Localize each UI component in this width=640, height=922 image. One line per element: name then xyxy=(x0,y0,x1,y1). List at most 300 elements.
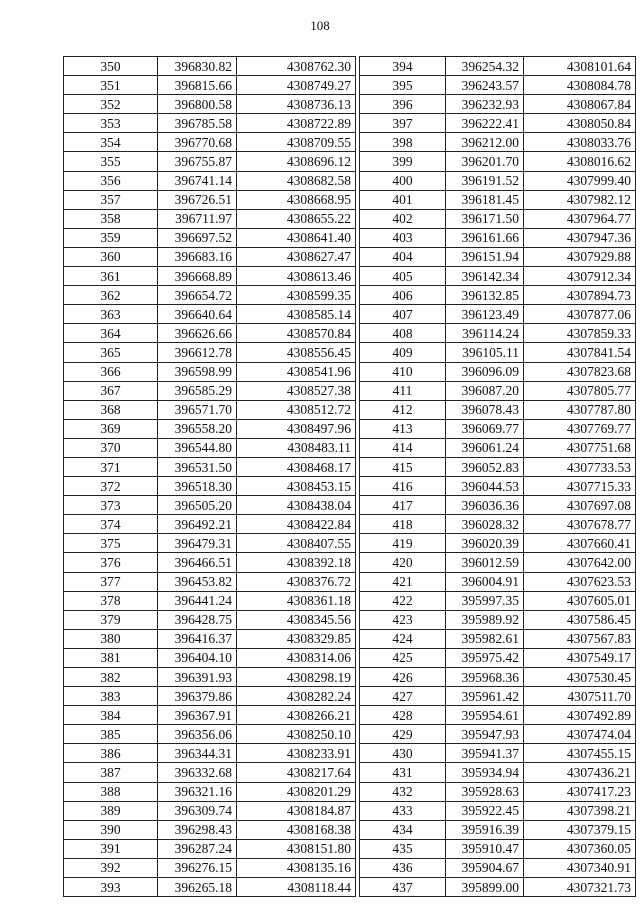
x-coordinate-cell: 396344.31 xyxy=(158,744,237,763)
y-coordinate-cell: 4307417.23 xyxy=(524,782,636,801)
y-coordinate-cell: 4307769.77 xyxy=(524,419,636,438)
x-coordinate-cell: 395954.61 xyxy=(446,706,524,725)
point-number-cell: 382 xyxy=(64,668,158,687)
table-row xyxy=(64,190,356,209)
y-coordinate-cell: 4307530.45 xyxy=(524,668,636,687)
table-row xyxy=(360,782,636,801)
y-coordinate-cell: 4307751.68 xyxy=(524,438,636,457)
y-coordinate-cell: 4308655.22 xyxy=(237,209,356,228)
x-coordinate-cell: 396105.11 xyxy=(446,343,524,362)
y-coordinate-cell: 4308016.62 xyxy=(524,152,636,171)
x-coordinate-cell: 396142.34 xyxy=(446,267,524,286)
x-coordinate-cell: 396755.87 xyxy=(158,152,237,171)
x-coordinate-cell: 396044.53 xyxy=(446,477,524,496)
point-number-cell: 426 xyxy=(360,668,446,687)
x-coordinate-cell: 396741.14 xyxy=(158,171,237,190)
point-number-cell: 421 xyxy=(360,572,446,591)
y-coordinate-cell: 4307715.33 xyxy=(524,477,636,496)
table-row xyxy=(64,668,356,687)
point-number-cell: 355 xyxy=(64,152,158,171)
x-coordinate-cell: 396531.50 xyxy=(158,457,237,476)
point-number-cell: 429 xyxy=(360,725,446,744)
table-row xyxy=(64,152,356,171)
x-coordinate-cell: 396626.66 xyxy=(158,324,237,343)
coordinates-table-right xyxy=(359,56,636,897)
y-coordinate-cell: 4307567.83 xyxy=(524,629,636,648)
y-coordinate-cell: 4307787.80 xyxy=(524,400,636,419)
table-row xyxy=(360,400,636,419)
y-coordinate-cell: 4308184.87 xyxy=(237,801,356,820)
x-coordinate-cell: 396654.72 xyxy=(158,286,237,305)
table-row xyxy=(64,362,356,381)
table-row xyxy=(360,515,636,534)
y-coordinate-cell: 4308696.12 xyxy=(237,152,356,171)
table-row xyxy=(360,114,636,133)
y-coordinate-cell: 4308570.84 xyxy=(237,324,356,343)
y-coordinate-cell: 4308556.45 xyxy=(237,343,356,362)
y-coordinate-cell: 4307841.54 xyxy=(524,343,636,362)
x-coordinate-cell: 395934.94 xyxy=(446,763,524,782)
point-number-cell: 352 xyxy=(64,95,158,114)
x-coordinate-cell: 396078.43 xyxy=(446,400,524,419)
table-row xyxy=(360,286,636,305)
x-coordinate-cell: 396232.93 xyxy=(446,95,524,114)
point-number-cell: 393 xyxy=(64,878,158,897)
point-number-cell: 360 xyxy=(64,247,158,266)
point-number-cell: 399 xyxy=(360,152,446,171)
table-row xyxy=(360,610,636,629)
point-number-cell: 433 xyxy=(360,801,446,820)
point-number-cell: 430 xyxy=(360,744,446,763)
table-row xyxy=(64,57,356,76)
point-number-cell: 411 xyxy=(360,381,446,400)
table-row xyxy=(360,76,636,95)
x-coordinate-cell: 396020.39 xyxy=(446,534,524,553)
y-coordinate-cell: 4308468.17 xyxy=(237,457,356,476)
x-coordinate-cell: 396683.16 xyxy=(158,247,237,266)
point-number-cell: 385 xyxy=(64,725,158,744)
point-number-cell: 389 xyxy=(64,801,158,820)
point-number-cell: 403 xyxy=(360,228,446,247)
table-row xyxy=(64,419,356,438)
x-coordinate-cell: 396800.58 xyxy=(158,95,237,114)
x-coordinate-cell: 396416.37 xyxy=(158,629,237,648)
x-coordinate-cell: 396036.36 xyxy=(446,496,524,515)
x-coordinate-cell: 395910.47 xyxy=(446,839,524,858)
x-coordinate-cell: 396492.21 xyxy=(158,515,237,534)
y-coordinate-cell: 4307455.15 xyxy=(524,744,636,763)
y-coordinate-cell: 4308453.15 xyxy=(237,477,356,496)
table-row xyxy=(64,629,356,648)
point-number-cell: 409 xyxy=(360,343,446,362)
y-coordinate-cell: 4307823.68 xyxy=(524,362,636,381)
x-coordinate-cell: 396287.24 xyxy=(158,839,237,858)
x-coordinate-cell: 396151.94 xyxy=(446,247,524,266)
table-row xyxy=(64,133,356,152)
table-row xyxy=(64,286,356,305)
x-coordinate-cell: 396571.70 xyxy=(158,400,237,419)
x-coordinate-cell: 396276.15 xyxy=(158,858,237,877)
point-number-cell: 428 xyxy=(360,706,446,725)
table-row xyxy=(64,801,356,820)
x-coordinate-cell: 395989.92 xyxy=(446,610,524,629)
x-coordinate-cell: 396441.24 xyxy=(158,591,237,610)
x-coordinate-cell: 396391.93 xyxy=(158,668,237,687)
table-row xyxy=(360,553,636,572)
y-coordinate-cell: 4307360.05 xyxy=(524,839,636,858)
table-row xyxy=(64,706,356,725)
y-coordinate-cell: 4308345.56 xyxy=(237,610,356,629)
point-number-cell: 434 xyxy=(360,820,446,839)
y-coordinate-cell: 4308512.72 xyxy=(237,400,356,419)
table-row xyxy=(360,419,636,438)
table-row xyxy=(360,228,636,247)
y-coordinate-cell: 4308033.76 xyxy=(524,133,636,152)
x-coordinate-cell: 395982.61 xyxy=(446,629,524,648)
y-coordinate-cell: 4308361.18 xyxy=(237,591,356,610)
x-coordinate-cell: 396711.97 xyxy=(158,209,237,228)
x-coordinate-cell: 396028.32 xyxy=(446,515,524,534)
y-coordinate-cell: 4308084.78 xyxy=(524,76,636,95)
x-coordinate-cell: 396585.29 xyxy=(158,381,237,400)
x-coordinate-cell: 396379.86 xyxy=(158,687,237,706)
point-number-cell: 364 xyxy=(64,324,158,343)
y-coordinate-cell: 4308101.64 xyxy=(524,57,636,76)
table-row xyxy=(64,572,356,591)
y-coordinate-cell: 4307340.91 xyxy=(524,858,636,877)
y-coordinate-cell: 4307697.08 xyxy=(524,496,636,515)
table-row xyxy=(64,477,356,496)
table-row xyxy=(64,515,356,534)
point-number-cell: 420 xyxy=(360,553,446,572)
table-row xyxy=(360,572,636,591)
point-number-cell: 374 xyxy=(64,515,158,534)
x-coordinate-cell: 396640.64 xyxy=(158,305,237,324)
table-row xyxy=(64,209,356,228)
point-number-cell: 386 xyxy=(64,744,158,763)
table-row xyxy=(360,362,636,381)
x-coordinate-cell: 396466.51 xyxy=(158,553,237,572)
y-coordinate-cell: 4307964.77 xyxy=(524,209,636,228)
x-coordinate-cell: 396191.52 xyxy=(446,171,524,190)
point-number-cell: 375 xyxy=(64,534,158,553)
y-coordinate-cell: 4307492.89 xyxy=(524,706,636,725)
x-coordinate-cell: 396356.06 xyxy=(158,725,237,744)
x-coordinate-cell: 396222.41 xyxy=(446,114,524,133)
table-row xyxy=(64,839,356,858)
point-number-cell: 396 xyxy=(360,95,446,114)
y-coordinate-cell: 4308282.24 xyxy=(237,687,356,706)
point-number-cell: 413 xyxy=(360,419,446,438)
y-coordinate-cell: 4307474.04 xyxy=(524,725,636,744)
table-row xyxy=(64,591,356,610)
x-coordinate-cell: 396096.09 xyxy=(446,362,524,381)
table-row xyxy=(360,438,636,457)
table-row xyxy=(64,305,356,324)
x-coordinate-cell: 396114.24 xyxy=(446,324,524,343)
y-coordinate-cell: 4308250.10 xyxy=(237,725,356,744)
point-number-cell: 388 xyxy=(64,782,158,801)
x-coordinate-cell: 395997.35 xyxy=(446,591,524,610)
x-coordinate-cell: 396181.45 xyxy=(446,190,524,209)
table-row xyxy=(64,438,356,457)
point-number-cell: 394 xyxy=(360,57,446,76)
point-number-cell: 416 xyxy=(360,477,446,496)
y-coordinate-cell: 4308749.27 xyxy=(237,76,356,95)
point-number-cell: 376 xyxy=(64,553,158,572)
table-row xyxy=(360,706,636,725)
x-coordinate-cell: 396785.58 xyxy=(158,114,237,133)
x-coordinate-cell: 396612.78 xyxy=(158,343,237,362)
y-coordinate-cell: 4308497.96 xyxy=(237,419,356,438)
y-coordinate-cell: 4308329.85 xyxy=(237,629,356,648)
table-row xyxy=(64,95,356,114)
point-number-cell: 408 xyxy=(360,324,446,343)
point-number-cell: 359 xyxy=(64,228,158,247)
table-row xyxy=(64,324,356,343)
point-number-cell: 356 xyxy=(64,171,158,190)
y-coordinate-cell: 4308118.44 xyxy=(237,878,356,897)
point-number-cell: 377 xyxy=(64,572,158,591)
y-coordinate-cell: 4308168.38 xyxy=(237,820,356,839)
point-number-cell: 357 xyxy=(64,190,158,209)
table-row xyxy=(360,190,636,209)
point-number-cell: 407 xyxy=(360,305,446,324)
y-coordinate-cell: 4307805.77 xyxy=(524,381,636,400)
point-number-cell: 362 xyxy=(64,286,158,305)
point-number-cell: 404 xyxy=(360,247,446,266)
x-coordinate-cell: 396171.50 xyxy=(446,209,524,228)
point-number-cell: 424 xyxy=(360,629,446,648)
x-coordinate-cell: 396298.43 xyxy=(158,820,237,839)
point-number-cell: 427 xyxy=(360,687,446,706)
table-row xyxy=(360,534,636,553)
y-coordinate-cell: 4308298.19 xyxy=(237,668,356,687)
y-coordinate-cell: 4308627.47 xyxy=(237,247,356,266)
y-coordinate-cell: 4307733.53 xyxy=(524,457,636,476)
x-coordinate-cell: 396201.70 xyxy=(446,152,524,171)
table-row xyxy=(64,228,356,247)
table-row xyxy=(64,114,356,133)
y-coordinate-cell: 4307321.73 xyxy=(524,878,636,897)
x-coordinate-cell: 396069.77 xyxy=(446,419,524,438)
table-row xyxy=(360,496,636,515)
x-coordinate-cell: 396254.32 xyxy=(446,57,524,76)
y-coordinate-cell: 4307549.17 xyxy=(524,648,636,667)
point-number-cell: 351 xyxy=(64,76,158,95)
table-row xyxy=(64,648,356,667)
y-coordinate-cell: 4308585.14 xyxy=(237,305,356,324)
x-coordinate-cell: 396697.52 xyxy=(158,228,237,247)
table-row xyxy=(64,858,356,877)
point-number-cell: 358 xyxy=(64,209,158,228)
y-coordinate-cell: 4308709.55 xyxy=(237,133,356,152)
point-number-cell: 383 xyxy=(64,687,158,706)
point-number-cell: 418 xyxy=(360,515,446,534)
y-coordinate-cell: 4307912.34 xyxy=(524,267,636,286)
page-number: 108 xyxy=(310,18,330,33)
x-coordinate-cell: 396212.00 xyxy=(446,133,524,152)
x-coordinate-cell: 396726.51 xyxy=(158,190,237,209)
point-number-cell: 354 xyxy=(64,133,158,152)
point-number-cell: 415 xyxy=(360,457,446,476)
point-number-cell: 432 xyxy=(360,782,446,801)
x-coordinate-cell: 395961.42 xyxy=(446,687,524,706)
point-number-cell: 366 xyxy=(64,362,158,381)
y-coordinate-cell: 4308151.80 xyxy=(237,839,356,858)
table-row xyxy=(360,725,636,744)
y-coordinate-cell: 4308422.84 xyxy=(237,515,356,534)
table-row xyxy=(64,782,356,801)
x-coordinate-cell: 396161.66 xyxy=(446,228,524,247)
y-coordinate-cell: 4307982.12 xyxy=(524,190,636,209)
point-number-cell: 380 xyxy=(64,629,158,648)
y-coordinate-cell: 4308407.55 xyxy=(237,534,356,553)
point-number-cell: 422 xyxy=(360,591,446,610)
y-coordinate-cell: 4307894.73 xyxy=(524,286,636,305)
point-number-cell: 387 xyxy=(64,763,158,782)
y-coordinate-cell: 4308641.40 xyxy=(237,228,356,247)
x-coordinate-cell: 396544.80 xyxy=(158,438,237,457)
y-coordinate-cell: 4307877.06 xyxy=(524,305,636,324)
x-coordinate-cell: 396132.85 xyxy=(446,286,524,305)
x-coordinate-cell: 396321.16 xyxy=(158,782,237,801)
y-coordinate-cell: 4308266.21 xyxy=(237,706,356,725)
table-row xyxy=(360,381,636,400)
y-coordinate-cell: 4308438.04 xyxy=(237,496,356,515)
point-number-cell: 395 xyxy=(360,76,446,95)
table-row xyxy=(360,343,636,362)
point-number-cell: 410 xyxy=(360,362,446,381)
x-coordinate-cell: 395941.37 xyxy=(446,744,524,763)
point-number-cell: 423 xyxy=(360,610,446,629)
y-coordinate-cell: 4307605.01 xyxy=(524,591,636,610)
x-coordinate-cell: 395968.36 xyxy=(446,668,524,687)
x-coordinate-cell: 396668.89 xyxy=(158,267,237,286)
table-row xyxy=(360,95,636,114)
table-row xyxy=(360,209,636,228)
x-coordinate-cell: 396012.59 xyxy=(446,553,524,572)
y-coordinate-cell: 4308613.46 xyxy=(237,267,356,286)
table-row xyxy=(360,801,636,820)
x-coordinate-cell: 396309.74 xyxy=(158,801,237,820)
y-coordinate-cell: 4307586.45 xyxy=(524,610,636,629)
y-coordinate-cell: 4308736.13 xyxy=(237,95,356,114)
table-row xyxy=(360,668,636,687)
table-row xyxy=(64,763,356,782)
x-coordinate-cell: 395899.00 xyxy=(446,878,524,897)
table-row xyxy=(360,57,636,76)
point-number-cell: 371 xyxy=(64,457,158,476)
point-number-cell: 379 xyxy=(64,610,158,629)
table-row xyxy=(64,820,356,839)
point-number-cell: 398 xyxy=(360,133,446,152)
y-coordinate-cell: 4308541.96 xyxy=(237,362,356,381)
x-coordinate-cell: 396770.68 xyxy=(158,133,237,152)
y-coordinate-cell: 4308376.72 xyxy=(237,572,356,591)
point-number-cell: 384 xyxy=(64,706,158,725)
point-number-cell: 431 xyxy=(360,763,446,782)
x-coordinate-cell: 396332.68 xyxy=(158,763,237,782)
point-number-cell: 391 xyxy=(64,839,158,858)
y-coordinate-cell: 4308050.84 xyxy=(524,114,636,133)
x-coordinate-cell: 396428.75 xyxy=(158,610,237,629)
table-row xyxy=(64,744,356,763)
point-number-cell: 373 xyxy=(64,496,158,515)
x-coordinate-cell: 396479.31 xyxy=(158,534,237,553)
point-number-cell: 353 xyxy=(64,114,158,133)
y-coordinate-cell: 4308682.58 xyxy=(237,171,356,190)
point-number-cell: 372 xyxy=(64,477,158,496)
table-row xyxy=(64,171,356,190)
x-coordinate-cell: 396815.66 xyxy=(158,76,237,95)
point-number-cell: 367 xyxy=(64,381,158,400)
point-number-cell: 350 xyxy=(64,57,158,76)
table-row xyxy=(360,591,636,610)
point-number-cell: 390 xyxy=(64,820,158,839)
table-row xyxy=(64,76,356,95)
table-row xyxy=(360,858,636,877)
point-number-cell: 368 xyxy=(64,400,158,419)
point-number-cell: 361 xyxy=(64,267,158,286)
point-number-cell: 425 xyxy=(360,648,446,667)
y-coordinate-cell: 4308217.64 xyxy=(237,763,356,782)
x-coordinate-cell: 396087.20 xyxy=(446,381,524,400)
y-coordinate-cell: 4308067.84 xyxy=(524,95,636,114)
y-coordinate-cell: 4307379.15 xyxy=(524,820,636,839)
x-coordinate-cell: 396061.24 xyxy=(446,438,524,457)
point-number-cell: 400 xyxy=(360,171,446,190)
x-coordinate-cell: 396558.20 xyxy=(158,419,237,438)
table-row xyxy=(360,878,636,897)
y-coordinate-cell: 4308233.91 xyxy=(237,744,356,763)
y-coordinate-cell: 4308483.11 xyxy=(237,438,356,457)
y-coordinate-cell: 4307436.21 xyxy=(524,763,636,782)
point-number-cell: 437 xyxy=(360,878,446,897)
table-row xyxy=(360,305,636,324)
y-coordinate-cell: 4307642.00 xyxy=(524,553,636,572)
table-row xyxy=(64,725,356,744)
y-coordinate-cell: 4307999.40 xyxy=(524,171,636,190)
point-number-cell: 369 xyxy=(64,419,158,438)
table-row xyxy=(360,457,636,476)
x-coordinate-cell: 396265.18 xyxy=(158,878,237,897)
x-coordinate-cell: 395928.63 xyxy=(446,782,524,801)
table-row xyxy=(360,839,636,858)
x-coordinate-cell: 395916.39 xyxy=(446,820,524,839)
table-row xyxy=(360,171,636,190)
y-coordinate-cell: 4308135.16 xyxy=(237,858,356,877)
point-number-cell: 392 xyxy=(64,858,158,877)
point-number-cell: 401 xyxy=(360,190,446,209)
table-row xyxy=(360,133,636,152)
x-coordinate-cell: 396453.82 xyxy=(158,572,237,591)
y-coordinate-cell: 4307947.36 xyxy=(524,228,636,247)
table-row xyxy=(64,534,356,553)
table-row xyxy=(360,267,636,286)
point-number-cell: 397 xyxy=(360,114,446,133)
y-coordinate-cell: 4307511.70 xyxy=(524,687,636,706)
y-coordinate-cell: 4307623.53 xyxy=(524,572,636,591)
table-row xyxy=(64,687,356,706)
table-row xyxy=(64,610,356,629)
table-row xyxy=(360,477,636,496)
y-coordinate-cell: 4307678.77 xyxy=(524,515,636,534)
x-coordinate-cell: 396404.10 xyxy=(158,648,237,667)
x-coordinate-cell: 396123.49 xyxy=(446,305,524,324)
point-number-cell: 406 xyxy=(360,286,446,305)
x-coordinate-cell: 396243.57 xyxy=(446,76,524,95)
